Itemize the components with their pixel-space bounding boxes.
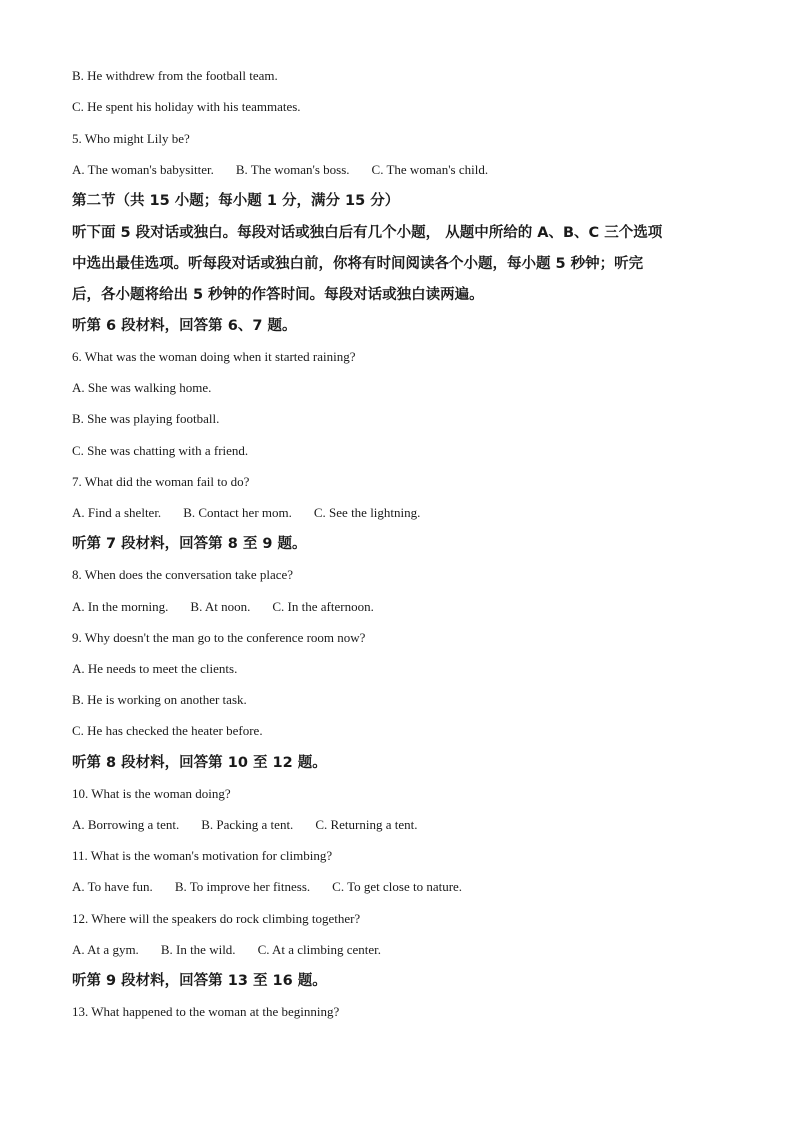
instruction-line-2: 中选出最佳选项。听每段对话或独白前，你将有时间阅读各个小题，每小题 5 秒钟；听完 xyxy=(72,256,644,272)
q5-options xyxy=(72,162,734,178)
q11-option-b: B. To improve her fitness. xyxy=(174,879,311,894)
q10-option-a: A. Borrowing a tent. xyxy=(72,817,180,832)
q11-question: 11. What is the woman's motivation for climbing? xyxy=(72,848,333,863)
passage-7-heading: 听第 7 段材料，回答第 8 至 9 题。 xyxy=(72,536,307,552)
passage-9-heading: 听第 9 段材料，回答第 13 至 16 题。 xyxy=(72,973,327,989)
q12-option-c: C. At a climbing center. xyxy=(257,942,382,957)
q12-question: 12. Where will the speakers do rock climbing together? xyxy=(72,911,361,926)
passage-6-heading: 听第 6 段材料，回答第 6、7 题。 xyxy=(72,318,297,334)
q7-options xyxy=(72,505,734,521)
instruction-line-3: 后，各小题将给出 5 秒钟的作答时间。每段对话或独白读两遍。 xyxy=(72,287,484,303)
q8-options xyxy=(72,599,734,615)
section-title: 第二节（共 15 小题；每小题 1 分，满分 15 分） xyxy=(72,193,400,209)
q11-option-a: A. To have fun. xyxy=(72,879,153,894)
q9-option-a: A. He needs to meet the clients. xyxy=(72,661,238,676)
q7-option-c: C. See the lightning. xyxy=(313,505,421,520)
q13-question: 13. What happened to the woman at the beginning? xyxy=(72,1004,340,1019)
q12-option-b: B. In the wild. xyxy=(160,942,236,957)
q7-option-b: B. Contact her mom. xyxy=(183,505,292,520)
q7-question: 7. What did the woman fail to do? xyxy=(72,474,250,489)
instruction-line-1: 听下面 5 段对话或独白。每段对话或独白后有几个小题， 从题中所给的 A、B、C 三个选项 xyxy=(72,225,663,241)
q10-option-b: B. Packing a tent. xyxy=(201,817,294,832)
q8-option-c: C. In the afternoon. xyxy=(272,599,374,614)
q12-options xyxy=(72,942,734,958)
q12-option-a: A. At a gym. xyxy=(72,942,139,957)
q8-option-a: A. In the morning. xyxy=(72,599,169,614)
q10-question: 10. What is the woman doing? xyxy=(72,786,231,801)
q6-option-b: B. She was playing football. xyxy=(72,411,220,426)
q6-option-a: A. She was walking home. xyxy=(72,380,212,395)
q9-question: 9. Why doesn't the man go to the conference room now? xyxy=(72,630,366,645)
q10-options xyxy=(72,817,734,833)
passage-8-heading: 听第 8 段材料，回答第 10 至 12 题。 xyxy=(72,755,327,771)
q11-option-c: C. To get close to nature. xyxy=(332,879,463,894)
q9-option-b: B. He is working on another task. xyxy=(72,692,247,707)
q7-option-a: A. Find a shelter. xyxy=(72,505,162,520)
q5-option-b: B. The woman's boss. xyxy=(235,162,350,177)
q6-question: 6. What was the woman doing when it started raining? xyxy=(72,349,356,364)
q11-options xyxy=(72,879,734,895)
q5-option-a: A. The woman's babysitter. xyxy=(72,162,214,177)
q4-option-b: B. He withdrew from the football team. xyxy=(72,68,278,83)
q9-option-c: C. He has checked the heater before. xyxy=(72,723,263,738)
q6-option-c: C. She was chatting with a friend. xyxy=(72,443,249,458)
q10-option-c: C. Returning a tent. xyxy=(315,817,418,832)
q5-question: 5. Who might Lily be? xyxy=(72,131,190,146)
q4-option-c: C. He spent his holiday with his teammates. xyxy=(72,99,301,114)
q8-option-b: B. At noon. xyxy=(190,599,251,614)
q8-question: 8. When does the conversation take place? xyxy=(72,567,294,582)
q5-option-c: C. The woman's child. xyxy=(371,162,489,177)
